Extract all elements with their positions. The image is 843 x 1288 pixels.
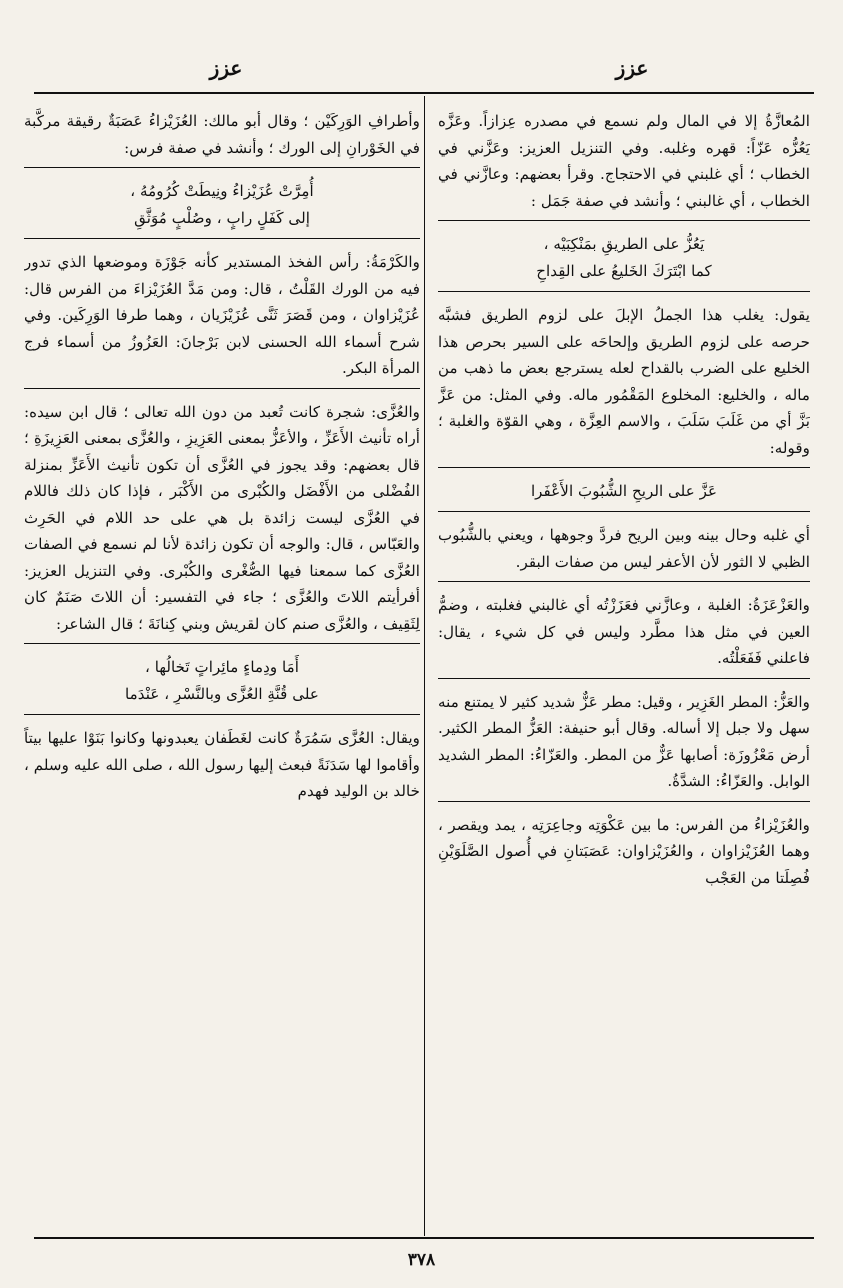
separator xyxy=(438,220,810,221)
separator xyxy=(438,581,810,582)
right-paragraph-4: والعَزْعَزَةُ: الغلبة ، وعازَّني فعَزَزْتُه أي غالبني فغلبته ، وضمُّ العين في مثل هذا مطَّرد وليس في كل شيء ، يقال: فاعلني فَفَعَلْتُه. xyxy=(438,596,810,667)
left-verse-2 xyxy=(24,654,420,708)
separator xyxy=(24,388,420,389)
verse-line: على قُنَّةِ العُزَّى وبالنَّسْرِ ، عَنْدَما xyxy=(125,685,319,703)
separator xyxy=(438,678,810,679)
column-divider xyxy=(424,96,425,1236)
left-verse-1 xyxy=(24,178,420,232)
separator xyxy=(438,291,810,292)
separator xyxy=(438,467,810,468)
left-paragraph-1: وأطرافِ الوَرِكَيْن ؛ وقال أبو مالك: العُزَيْزاءُ عَصَبَةٌ رقيقة مركَّبة في الخَوْرانِ إلى الورك ؛ وأنشد في صفة فرس: xyxy=(24,112,420,157)
right-paragraph-5: والعَزُّ: المطر الغَزِير ، وقيل: مطر عَزٌّ شديد كثير لا يمتنع منه سهل ولا جبل إلا أساله. وقال أبو حنيفة: العَزُّ المطر الكثير. أرض مَعْزُوزَة: أصابها عَزٌّ من المطر. والعَزّاءُ: المطر الشديد الوابل. والعَزّاءُ: الشدَّةُ. xyxy=(438,692,810,790)
left-paragraph-4: ويقال: العُزَّى سَمُرَةٌ كانت لغَطَفان يعبدونها وكانوا بَنَوْا عليها بيتاً وأقاموا لها سَدَنَةً فبعث إليها رسول الله ، صلى الله عليه وسلم ، خالد بن الوليد فهدم xyxy=(24,729,420,800)
separator xyxy=(438,801,810,802)
verse-line: عَزَّ على الريحِ الشُّبُوبَ الأَعْفَرا xyxy=(530,482,718,500)
bottom-rule xyxy=(34,1237,814,1239)
right-verse-2 xyxy=(438,478,810,505)
top-rule xyxy=(34,92,814,94)
verse-line: كما ابْتَرَكَ الخَليعُ على القِداحِ xyxy=(536,262,712,280)
separator xyxy=(24,714,420,715)
verse-line: أُمِرَّتْ عُزَيْزاءُ ونِيطَتْ كُرُومُهُ ، xyxy=(130,182,314,200)
left-paragraph-2: والكَرْمَةُ: رأس الفخذ المستدير كأنه جَوْزَة وموضعها الذي تدور فيه من الورك القَلْتُ ، قال: ومن مَدَّ العُزَيْزاءَ من الفرس قال: عُزَيْزاوان ، ومن قَصَرَ ثَنَّى عُزَيْزَيان ، وهما طرفا الوَرِكَين. وفي شرح أسماء الله الحسنى لابن بَرْجانَ: العَزُوزُ من أسماء فرج المرأة البكر. xyxy=(24,253,420,377)
page-number: ٣٧٨ xyxy=(407,1250,436,1270)
right-verse-1 xyxy=(438,231,810,285)
separator xyxy=(24,238,420,239)
verse-line: أَمَا ودِماءٍ مائِراتٍ تَخالُها ، xyxy=(145,658,299,676)
header-word-left: عزز xyxy=(209,56,243,80)
separator xyxy=(24,643,420,644)
right-paragraph-3: أي غلبه وحال بينه وبين الريح فردَّ وجوهها ، ويعني بالشُّبُوب الظبي لا الثور لأن الأعفر ليس من صفات البقر. xyxy=(438,526,810,571)
header-word-right: عزز xyxy=(615,56,649,80)
right-paragraph-6: والعُزَيْزاءُ من الفرس: ما بين عَكْوَتِه وجاعِرَتِه ، يمد ويقصر ، وهما العُزَيْزاوان ، والعُزَيْزاوان: عَصَبَتانِ في أُصول الصَّلَوَيْنِ فُصِلَتا من العَجْب xyxy=(438,815,810,887)
separator xyxy=(24,167,420,168)
right-paragraph-2: يقول: يغلب هذا الجملُ الإبلَ على لزوم الطريق فشبَّه حرصه على لزوم الطريق وإلحاحَه على السير بحرص هذا الخليع على الضرب بالقداح لعله يسترجع بعض ما ذهب من ماله ، والخليع: المخلوع المَقْمُور ماله. وفي المثل: من عَزَّ بَزَّ أي من غَلَبَ سَلَبَ ، والاسم العِزَّة ، وهي القوّة والغلبة ؛ وقوله: xyxy=(438,306,810,457)
left-paragraph-3: والعُزَّى: شجرة كانت تُعبد من دون الله تعالى ؛ قال ابن سيده: أراه تأنيث الأَعَزِّ ، والأعَزُّ بمعنى العَزِيزِ ، والعُزَّى بمعنى العَزِيزَةِ ؛ قال بعضهم: وقد يجوز في العُزَّى أن تكون تأنيث الأَعَزِّ بمنزلة الفُضْلى من الأَفْضَل والكُبْرى من الأَكْبَر ، فإذا كان ذلك فاللام في العُزَّى ليست زائدة بل هي على حد اللام في الحَرِث والعَبّاس ، قال: والوجه أن تكون زائدة لأنا لم نسمع في الصفات العُزَّى كما سمعنا فيها الصُّغْرى والكُبْرى. وفي التنزيل العزيز: أفرأيتم اللاتَ والعُزَّى ؛ جاء في التفسير: أن اللاتَ صَنَمٌ كان لِثَقِيف ، والعُزَّى صنم كان لقريش وبني كِنانَةَ ؛ قال الشاعر: xyxy=(24,402,420,633)
right-paragraph-1: المُعازَّةُ إلا في المال ولم نسمع في مصدره عِزازاً. وعَزَّه يَعُزُّه عَزّاً: قهره وغلبه. وفي التنزيل العزيز: وعَزَّني في الخطاب ؛ أي غلبني في الاحتجاج. وقرأ بعضهم: وعازَّني في الخطاب ، أي غالبني ؛ وأنشد في صفة جَمَل : xyxy=(438,112,810,210)
right-column xyxy=(438,108,810,1232)
verse-line: يَعُزُّ على الطريقِ بمَنْكِبَيْه ، xyxy=(543,235,705,253)
verse-line: إلى كَفَلٍ رابٍ ، وصُلْبٍ مُوَثَّقِ xyxy=(134,209,310,227)
left-column xyxy=(24,108,420,1232)
separator xyxy=(438,511,810,512)
